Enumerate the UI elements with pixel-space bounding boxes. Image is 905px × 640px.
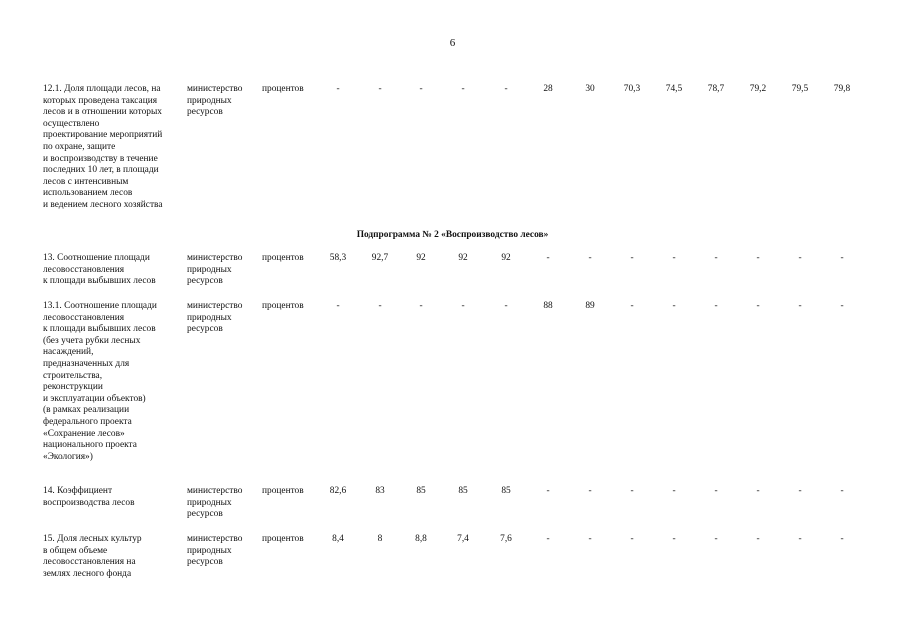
value-cell: 30 xyxy=(585,84,595,94)
value-cell: - xyxy=(798,253,802,263)
value-cell: - xyxy=(419,301,423,311)
responsible-executor: министерство природных ресурсов xyxy=(187,486,243,520)
value-cell: - xyxy=(714,301,718,311)
unit-of-measure: процентов xyxy=(262,534,304,544)
section-title: Подпрограмма № 2 «Воспроизводство лесов» xyxy=(356,230,549,240)
value-cell: - xyxy=(378,84,382,94)
value-cell: - xyxy=(798,486,802,496)
value-cell: 92,7 xyxy=(371,253,389,263)
responsible-executor: министерство природных ресурсов xyxy=(187,253,243,287)
value-cell: 8 xyxy=(377,534,383,544)
value-cell: - xyxy=(546,534,550,544)
unit-of-measure: процентов xyxy=(262,301,304,311)
value-cell: - xyxy=(756,253,760,263)
value-cell: 78,7 xyxy=(707,84,725,94)
unit-of-measure: процентов xyxy=(262,486,304,496)
value-cell: 85 xyxy=(416,486,426,496)
value-cell: 92 xyxy=(416,253,426,263)
value-cell: 79,8 xyxy=(833,84,851,94)
value-cell: 79,5 xyxy=(791,84,809,94)
indicator-name: 15. Доля лесных культур в общем объеме лесовосстановления на землях лесного фонда xyxy=(43,534,142,579)
indicator-name: 13. Соотношение площади лесовосстановления к площади выбывших лесов xyxy=(43,253,156,287)
value-cell: - xyxy=(630,253,634,263)
unit-of-measure: процентов xyxy=(262,253,304,263)
value-cell: - xyxy=(504,301,508,311)
value-cell: - xyxy=(588,253,592,263)
value-cell: - xyxy=(461,301,465,311)
value-cell: 58,3 xyxy=(329,253,347,263)
value-cell: - xyxy=(378,301,382,311)
value-cell: - xyxy=(756,486,760,496)
value-cell: - xyxy=(798,301,802,311)
value-cell: - xyxy=(630,534,634,544)
value-cell: 74,5 xyxy=(665,84,683,94)
value-cell: 92 xyxy=(501,253,511,263)
value-cell: - xyxy=(546,253,550,263)
value-cell: - xyxy=(798,534,802,544)
value-cell: - xyxy=(840,253,844,263)
value-cell: - xyxy=(588,534,592,544)
value-cell: - xyxy=(840,486,844,496)
value-cell: 85 xyxy=(458,486,468,496)
indicator-name: 12.1. Доля площади лесов, на которых проведена таксация лесов и в отношении которых осуществлено проектирование мероприятий по охране, защите и воспроизводству в течение последних 10 лет, в площади лесов с интенсивным использованием лесов и ведением лесного хозяйства xyxy=(43,84,163,210)
value-cell: 79,2 xyxy=(749,84,767,94)
value-cell: 85 xyxy=(501,486,511,496)
value-cell: 82,6 xyxy=(329,486,347,496)
page-number: 6 xyxy=(449,37,456,49)
value-cell: - xyxy=(504,84,508,94)
value-cell: - xyxy=(714,486,718,496)
value-cell: 70,3 xyxy=(623,84,641,94)
value-cell: - xyxy=(672,534,676,544)
value-cell: 8,4 xyxy=(332,534,344,544)
value-cell: 7,4 xyxy=(457,534,469,544)
value-cell: - xyxy=(336,84,340,94)
value-cell: - xyxy=(756,301,760,311)
value-cell: - xyxy=(588,486,592,496)
value-cell: - xyxy=(756,534,760,544)
value-cell: 7,6 xyxy=(500,534,512,544)
value-cell: - xyxy=(419,84,423,94)
value-cell: - xyxy=(672,486,676,496)
unit-of-measure: процентов xyxy=(262,84,304,94)
value-cell: - xyxy=(630,486,634,496)
value-cell: 92 xyxy=(458,253,468,263)
indicator-name: 13.1. Соотношение площади лесовосстановления к площади выбывших лесов (без учета рубки лесных насаждений, предназначенных для строительства, реконструкции и эксплуатации объектов) (в рамках реализации федерального проекта «Сохранение лесов» национального проекта «Экология») xyxy=(43,301,157,462)
value-cell: - xyxy=(461,84,465,94)
indicator-name: 14. Коэффициент воспроизводства лесов xyxy=(43,486,135,508)
value-cell: - xyxy=(840,301,844,311)
value-cell: - xyxy=(840,534,844,544)
value-cell: - xyxy=(630,301,634,311)
responsible-executor: министерство природных ресурсов xyxy=(187,534,243,568)
value-cell: 28 xyxy=(543,84,553,94)
responsible-executor: министерство природных ресурсов xyxy=(187,301,243,335)
value-cell: 83 xyxy=(375,486,385,496)
value-cell: - xyxy=(672,253,676,263)
responsible-executor: министерство природных ресурсов xyxy=(187,84,243,118)
value-cell: - xyxy=(672,301,676,311)
value-cell: 88 xyxy=(543,301,553,311)
value-cell: 8,8 xyxy=(415,534,427,544)
value-cell: - xyxy=(714,253,718,263)
value-cell: - xyxy=(714,534,718,544)
value-cell: 89 xyxy=(585,301,595,311)
value-cell: - xyxy=(546,486,550,496)
value-cell: - xyxy=(336,301,340,311)
